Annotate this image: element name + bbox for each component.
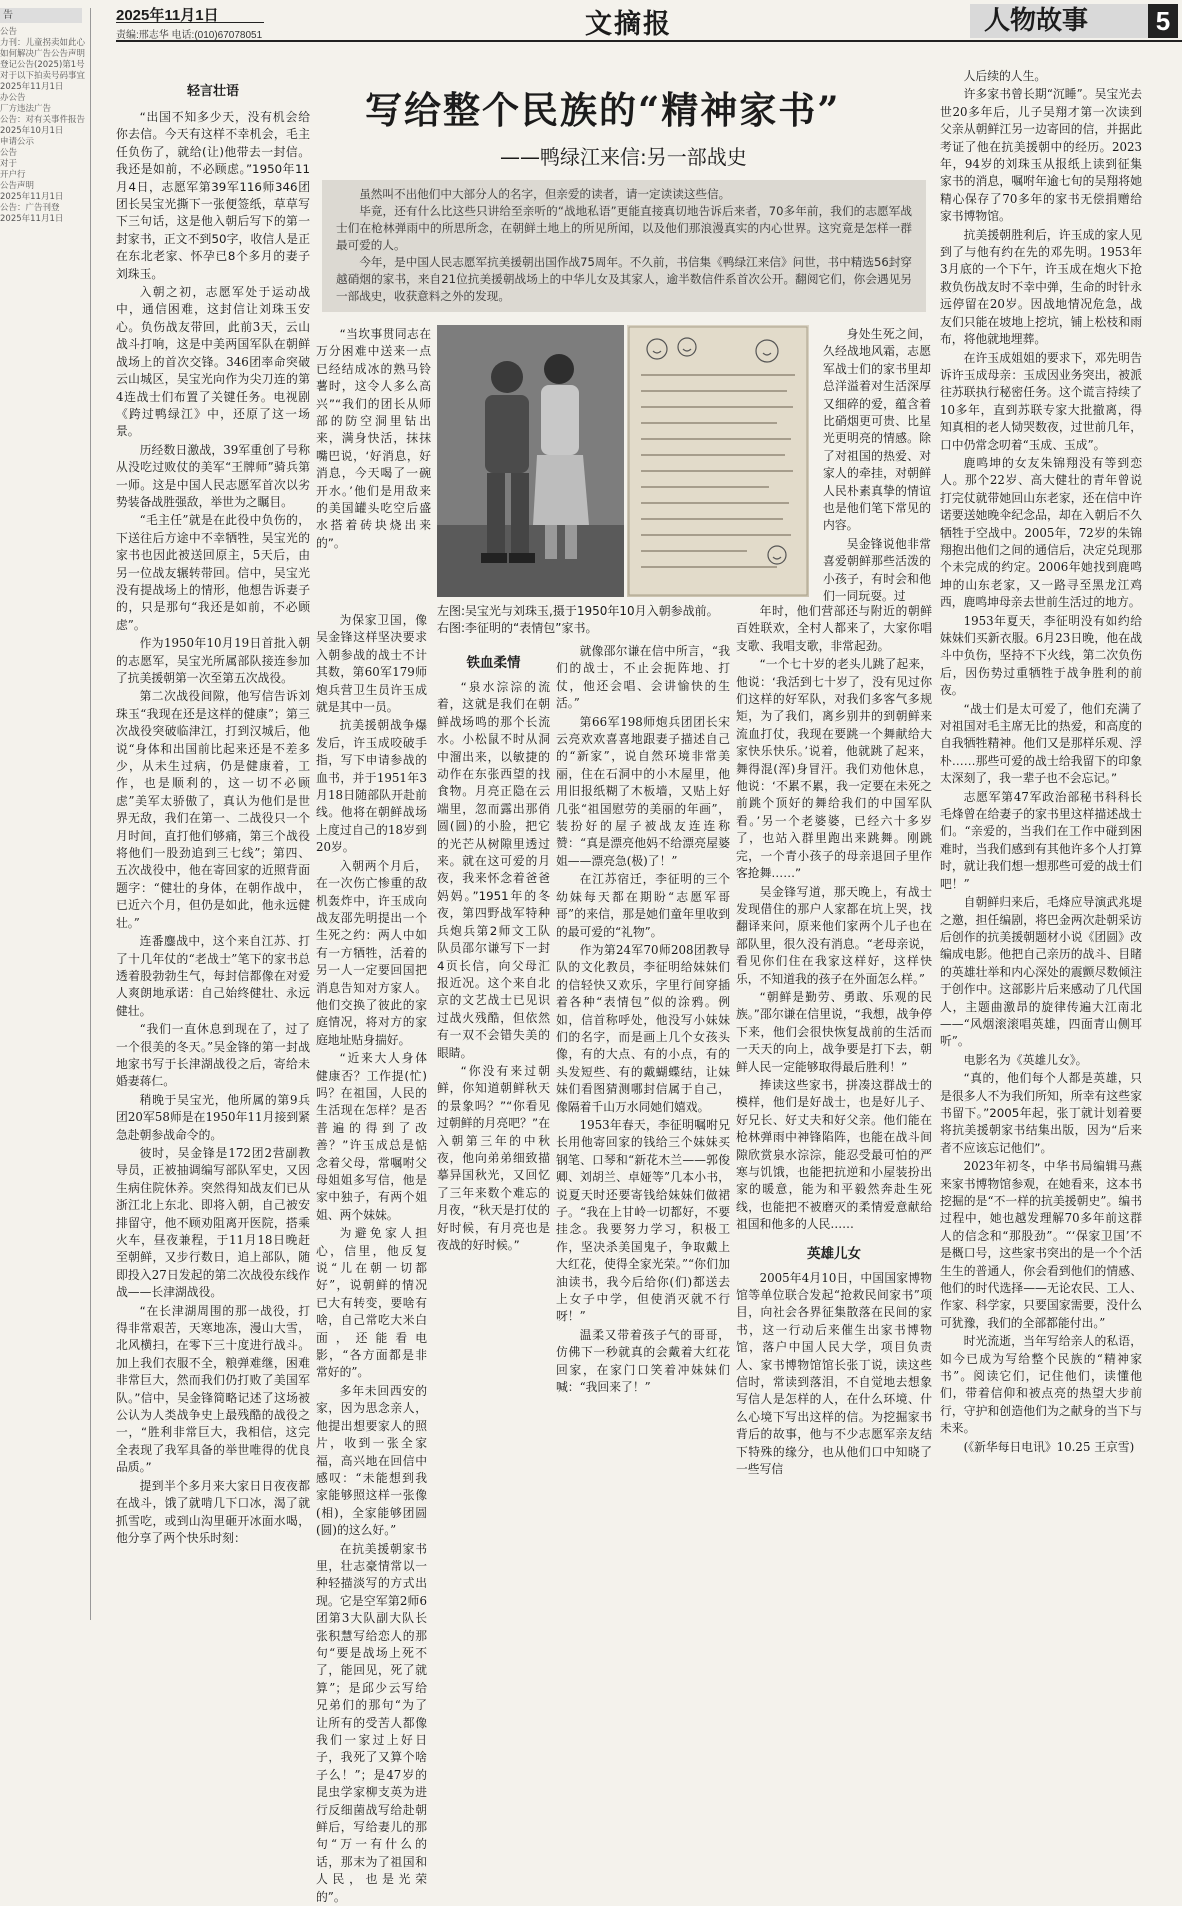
body-paragraph: 第66军198师炮兵团团长宋云亮欢欢喜喜地跟妻子描述自己的“新家”，说自然环境非常美丽，住在石洞中的小木屋里，他用旧报纸糊了木板墙，又贴上好几张“祖国慰劳的美丽的年画”，装扮好的屋子被战友连连称赞：“真是漂亮他妈不给漂亮屋婆姐——漂亮急(极)了！” [556,714,730,868]
body-paragraph: 吴金锋说他非常喜爱朝鲜那些活泼的小孩子，有时会和他们一同玩耍。过 [823,536,931,604]
article-headline: 写给整个民族的“精神家书” [365,88,841,132]
quoted-letter-paragraph: “真的，他们每个人都是英雄，只是很多人不为我们所知，所幸有这些家书留下。”2005年起，张丁就计划着要将抗美援朝家书结集出版，因为“后来者不应该忘记他们”。 [940,1071,1142,1155]
section-title: 人物故事 [970,4,1148,38]
deck-paragraph: 毕竟，还有什么比这些只讲给至亲听的“战地私语”更能直接真切地告诉后来者，70多年前，我们的志愿军战士们在枪林弹雨中的所思所念，在朝鲜土地上的所见所闻，以及他们那浪漫真实的内心世界。这究竟是怎样一群最可爱的人。 [336,204,912,252]
body-paragraph: (《新华每日电讯》10.25 王京雪) [963,1439,1135,1454]
paragraphs [556,643,730,1396]
body-paragraph: 入朝之初，志愿军处于运动战中，通信困难，这封信让刘珠玉安心。负伤战友带回，此前3天，云山战斗打响，这是中美两国军队在朝鲜战场上的首次交锋。346团率命突破云山城区，吴宝光向作为尖刀连的第4连战士们布置了关键任务。电视剧《跨过鸭绿江》中，还原了这一场景。 [116,285,310,439]
body-paragraph: 吴金锋写道，那天晚上，有战士发现借住的那户人家都在坑上哭，找翻译来问，原来他们家两个儿子也在部队里，很久没有消息。“老母亲说，看见你们住在我家这样好，这样快乐，不知道我的孩子在外面怎么样。” [736,884,932,986]
body-paragraph: 抗美援朝胜利后，许玉成的家人见到了与他有约在先的邓先明。1953年3月底的一个下午，许玉成在炮火下抢救负伤战友时不幸中弹，生命的时针永远停留在20岁。因战地情况危急，战友们只能在坡地上挖坑，铺上松枝和雨布，将他就地埋葬。 [940,227,1142,347]
body-paragraph: 彼时，吴金锋是172团2营副教导员，正被抽调编写部队军史，又因生病住院休养。突然得知战友们已从浙江北上东北、即将入朝，自己被安排留守，他不顾劝阻离开医院，搭乘火车，昼夜兼程，于11月18日晚赶至朝鲜，又步行数日，追上部队，随即投入27日发起的第二次战役东线作战——长津湖战役。 [116,1145,310,1300]
emoji-letter-illustration [627,325,809,597]
paragraphs [116,109,310,1547]
body-paragraph: 连番鏖战中，这个来自江苏、打了十几年仗的“老战士”笔下的家书总透着股勃勃生气，每封信都像在对爱人爽朗地承诺：自己始终健壮、永远健壮。 [116,934,310,1018]
quoted-letter-paragraph: “你没有来过朝鲜，你知道朝鲜秋天的景象吗？”“你看见过朝鲜的月亮吧？”在入朝第三年的中秋夜，他向弟弟细致描摹异国秋光，又回忆了三年来数个难忘的月夜，“秋天是打仗的好时候，有月亮也是夜战的好时候。” [437,1063,550,1252]
body-paragraph: 电影名为《英雄儿女》。 [963,1052,1088,1067]
body-paragraph: 入朝两个月后，在一次伤亡惨重的敌机轰炸中，许玉成向战友邵先明提出一个生死之约：两人中如有一方牺牲，活着的另一人一定要回国把消息告知对方家人。他们交换了彼此的家庭情况，将对方的家庭地址贴身揣好。 [316,858,427,1047]
body-paragraph: 身处生死之间，久经战地风霜，志愿军战士们的家书里却总洋溢着对生活深厚又细碎的爱，蕴含着比硝烟更可贵、比星光更明亮的情感。除了对祖国的热爱、对家人的牵挂，对朝鲜人民朴素真挚的情谊也是他们笔下常见的内容。 [823,327,931,533]
body-paragraph: 2005年4月10日，中国国家博物馆等单位联合发起“抢救民间家书”项目，向社会各界征集散落在民间的家书，这一行动后来催生出家书博物馆，落户中国人民大学，项目负责人、家书博物馆馆长张丁说，读这些信时，常读到落泪，不自觉地去想象写信人是怎样的人，在什么环境、什么心境下写出这样的信。为挖掘家书背后的故事，他与不少志愿军亲友结下特殊的缘分，也从他们口中知晓了一些写信 [736,1270,932,1477]
body-paragraph: 自朝鲜归来后，毛烽应导演武兆堤之邀，担任编剧，将巴金两次赴朝采访后创作的抗美援朝题材小说《团圆》改编成电影。他把自己亲历的战斗、目睹的英雄壮举和内心深处的震颤尽数倾注于创作中。这部影片后来感动了几代国人，主题曲激昂的旋律传遍大江南北——“风烟滚滚唱英雄，四面青山侧耳听”。 [940,895,1142,1049]
paragraphs [736,603,932,1479]
date-underline [116,22,264,23]
body-paragraph: 时光流逝，当年写给亲人的私语，如今已成为写给整个民族的“精神家书”。阅读它们，记住他们，读懂他们，带着信仰和被点亮的热望大步前行，守护和创造他们为之献身的当下与未来。 [940,1334,1142,1436]
quoted-letter-paragraph: “在长津湖周围的那一战役，打得非常艰苦，天寒地冻，漫山大雪，北风横扫，在零下三十度进行战斗。加上我们衣服不全，粮弹难继，困难非常巨大，然而我们仍打败了美国军队。”信中，吴金锋简略记述了这场被公认为人类战争史上最残酷的战役之一，“胜利非常巨大，我相信，这完全表现了我军具备的举世唯得的优良品质。” [116,1303,310,1475]
column-kicker: 轻言壮语 [186,84,239,99]
body-paragraph: “我们一直休息到现在了，过了一个很美的冬天。”吴金锋的第一封战地家书写于长津湖战役之后，寄给未婚妻蒋仁。 [116,1022,310,1089]
body-paragraph: 抗美援朝战争爆发后，许玉成咬破手指，写下申请参战的血书，并于1951年3月18日随部队开赴前线。他将在朝鲜战场上度过自己的18岁到20岁。 [316,718,427,855]
couple-photo [437,325,624,597]
column-intro [116,80,310,1620]
adjacent-page-strip [0,8,86,1620]
column-e-top [823,326,931,604]
body-paragraph: 就像邵尔谦在信中所言，“我们的战士，不止会扼阵地、打仗，他还会唱、会讲愉快的生活。” [556,644,730,711]
column-e [736,603,932,1620]
body-paragraph: 志愿军第47军政治部秘书科科长毛烽曾在给妻子的家书里这样描述战士们。“亲爱的，当我们在工作中碰到困难时，当我们感到有其他许多个人打算时，就让我们想一想那些可爱的战士们吧！” [940,789,1142,891]
deck-paragraph: 虽然叫不出他们中大部分人的名字，但亲爱的读者，请一定读读这些信。 [359,187,731,201]
article-deck [322,180,926,312]
body-paragraph: “毛主任”就是在此役中负伤的，下送往后方途中不幸牺牲，吴宝光的家书也因此被送回原主，5天后，由另一位战友辗转带回。信中，吴宝光没有提战场上的情形，他想告诉妻子的，只是那句“我还是如前，不必顾虑”。 [116,513,310,632]
paragraphs [316,612,427,1906]
header-rule [116,40,1182,42]
body-paragraph: 年时，他们营部还与附近的朝鲜百姓联欢，全村人都来了，大家你唱支歌、我唱支歌，非常起劲。 [736,604,932,653]
section-subhead: 铁血柔情 [466,655,521,671]
body-paragraph: 稍晚于吴宝光，他所属的第9兵团20军58师是在1950年11月接到紧急赴朝参战命令的。 [116,1092,310,1142]
body-paragraph: 捧读这些家书，拼凑这群战士的模样，他们是好战士，也是好儿子、好兄长、好丈夫和好父亲。他们能在枪林弹雨中神锋陷阵，也能在战斗间隙欣赏泉水淙淙，能忍受最可怕的严寒与饥饿，也能把抗逆和小屋装扮出家的暖意，能为和平毅然奔赴生死线，也能把不被磨灭的柔情爱意献给祖国和他多的人民…… [736,1077,932,1232]
body-paragraph: 鹿鸣坤的女友朱锦翔没有等到恋人。那个22岁、高大健壮的青年曾说打完仗就带她回山东老家，还在信中许诺要送她晚伞纪念品，却在入朝后不久牺牲于空战中。2005年，72岁的朱锦翔抱出他们之间的通信后，决定兑现那个未完成的约定。2006年她找到鹿鸣坤的山东老家，又一路寻至黑龙江鸡西，鹿鸣坤母亲去世前生活过的地方。 [940,455,1142,610]
column-d [556,643,730,1620]
body-paragraph: 提到半个多月来大家日日夜夜都在战斗，饿了就啃几下口冰，渴了就抓雪吃，或到山沟里砸开冰面水喝，他分享了两个快乐时刻： [116,1478,310,1545]
section-subhead: 英雄儿女 [807,1245,861,1262]
issue-date: 2025年11月1日 [116,7,219,24]
caption-left: 左图:吴宝光与刘珠玉,摄于1950年10月入朝参战前。 [437,604,719,618]
quoted-letter-paragraph: “战士们是太可爱了，他们充满了对祖国对毛主席无比的热爱，和高度的自我牺牲精神。他们又是那样乐观、浮朴……那些可爱的战士给我留下的印象太深刻了，我一辈子也不会忘记。” [940,701,1142,786]
quoted-letter-paragraph: “当坎事贯同志在万分困难中送来一点已经结成冰的熟马铃薯时，这令人多么高兴”“我们的团长从师部的防空洞里钻出来，满身快活，抹抹嘴巴说，‘好消息，好消息，今天喝了一碗开水。’他们是用敌来的美国罐头吃空后盛水搭着砖块烧出来的”。 [316,327,431,550]
column-c [437,643,550,1620]
emoji-letter-photo [627,325,809,597]
article-subtitle: ——鸭绿江来信:另一部战史 [500,145,747,169]
paragraphs [940,68,1142,1456]
column-b-top [316,326,431,608]
body-paragraph: 作为第24军70师208团教导队的文化教员，李征明给妹妹们的信轻快又欢乐，字里行间穿插着各种“表情包”似的涂鸦。例如，信首称呼处，他没写小妹妹们的名字，而是画上几个女孩头像，有的大点、有的小点，有的头发短些、有的戴蝴蝶结，让妹妹们看图猜测哪封信属于自己，像隔着千山万水同她们嬉戏。 [556,942,730,1114]
body-paragraph: 作为1950年10月19日首批入朝的志愿军，吴宝光所属部队接连参加了抗美援朝第一次至第五次战役。 [116,636,310,685]
body-paragraph: 1953年夏天，李征明没有如约给妹妹们买新衣服。6月23日晚，他在战斗中负伤，坚持不下火线，第二次负伤后，因伤势过重牺牲于战争胜利的前夜。 [940,613,1142,698]
column-b [316,612,427,1904]
caption-right: 右图:李征明的“表情包”家书。 [437,621,598,635]
body-paragraph: 为保家卫国，像吴金锋这样坚决要求入朝参战的战士不计其数，第60军179师炮兵营卫生员许玉成就是其中一员。 [316,613,427,715]
body-paragraph: 在江苏宿迁，李征明的三个幼妹每天都在期盼“志愿军哥哥”的来信，那是她们童年里收到的最可爱的“礼物”。 [556,872,730,939]
quoted-letter-paragraph: “一个七十岁的老头儿跳了起来，他说：‘我活到七十岁了，没有见过你们这样的好军队，对我们多客气多规矩，为了我们，离乡别井的到朝鲜来流血打仗，我现在要跳一个舞献给大家快乐快乐。’说着，他就跳了起来，舞得混(浑)身冒汗。我们劝他休息，他说：‘不累不累，我一定要在未死之前跳个顶好的舞给我们的中国军队看。’另一个老婆婆，已经六十多岁了，也站入群里跑出来跳舞。刚跳完，一个青小孩子的母亲退回子里作客抢舞……” [736,657,932,881]
editor-line: 责编:邢志华 电话:(010)67078051 [116,30,263,41]
couple-photo-illustration [437,325,624,597]
body-paragraph: 历经数日激战，39军重创了号称从没吃过败仗的美军“王牌师”骑兵第一师。这是中国人民志愿军首次以劣势装备战胜强敌，举世为之瞩目。 [116,442,310,509]
paragraphs [316,326,431,552]
gutter-tab: 告 [0,8,82,23]
page-number: 5 [1148,4,1178,38]
body-paragraph: 为避免家人担心，信里，他反复说“儿在朝一切都好”，说朝鲜的情况已大有转变，要啥有啥，自己常吃大米白面，还能看电影，“各方面都是非常好的”。 [316,1226,427,1380]
body-paragraph: 2023年初冬，中华书局编辑马燕来家书博物馆参观，在她看来，这本书挖掘的是“不一样的抗美援朝史”。编书过程中，她也越发理解70多年前这群人的信念和“那股劲”。“‘保家卫国’不是概口号，这些家书突出的是一个个活生生的普通人，你会看到他们的情感、他们的时代选择——无论农民、工人、作家、科学家，只要国家需要，没什么可犹豫，我们的全部都能付出。” [940,1159,1142,1330]
deck-paragraph: 今年，是中国人民志愿军抗美援朝出国作战75周年。不久前，书信集《鸭绿江来信》问世，书中精选56封穿越硝烟的家书，来自21位抗美援朝战场上的中华儿女及其家人，逾半数信件系首次公开。翻阅它们，你会遇见另一部战史，收获意料之外的发现。 [336,255,912,303]
column-f [940,68,1142,1620]
quoted-letter-paragraph: “出国不知多少天，没有机会给你去信。今天有这样不幸机会，毛主任负伤了，就给(让)他带去一封信。我还是如前，不必顾虑。”1950年11月4日，志愿军第39军116师346团团长吴宝光撕下一张便签纸，草草写下三句话，这是他入朝后写下的第一封家书，正文不到50字，收信人是正在东北老家、怀孕已8个多月的妻子刘珠玉。 [116,110,310,281]
gutter-divider [90,8,91,1620]
body-paragraph: 温柔又带着孩子气的哥哥，仿佛下一秒就真的会戴着大红花回家，在家门口笑着冲妹妹们喊：“我回来了！” [556,1327,730,1395]
body-paragraph: 许多家书曾长期“沉睡”。吴宝光去世20多年后，儿子吴翔才第一次读到父亲从朝鲜江另一边寄回的信，并据此考证了他在抗美援朝中的经历。2023年，94岁的刘珠玉从报纸上读到征集家书的消息，嘱咐年逾七旬的吴翔将她精心保存了70多年的家书无偿捐赠给家书博物馆。 [940,87,1142,224]
body-paragraph: 人后续的人生。 [963,69,1047,83]
masthead-logo: 文摘报 [585,9,672,40]
body-paragraph: 第二次战役间隙，他写信告诉刘珠玉“我现在还是这样的健康”；第三次战役突破临津江，打到汉城后，他说“身体和出国前比起来还是不差多少，从未生过病，仍是健康着，工作，也是顺利的，这一切不必顾虑”美军太骄傲了，真认为他们是世界无敌，我们在第一、二战役只一个月时间，直打他们够痛，第三个战役将他们一股劲追到三七线”；第四、五次战役中，他在寄回家的近照背面题字：“健壮的身体，在朝作战中，已近六个月，但仍是如此，他永远健壮。” [116,689,310,930]
quoted-letter-paragraph: “朝鲜是勤劳、勇敢、乐观的民族。”邵尔谦在信里说，“我想，战争停下来，他们会很快恢复战前的生活而一天天的向上，战争要是打下去，朝鲜人民一定能够取得最后胜利！” [736,989,932,1074]
paragraphs [437,651,550,1254]
gutter-text: 公告 力刊：儿童拐卖如此心如何解决广告公告声明 登记公告(2025)第1号对于以下拍卖号码事宜 2025年11月1日 办公告 厂方违法广告 公告：对有关事件报告 2025年10月1日 申请公示 公告 对于 开户行 公告声明 2025年11月1日 公告：广告刊登 2025年11月1日 [0,27,86,224]
paragraphs [823,326,931,606]
quoted-letter-paragraph: “泉水淙淙的流着，这就是我们在朝鲜战场鸣的那个长流水。小松鼠不时从洞中溜出来，以敏捷的动作在东张西望的找食物。月亮正隐在云端里，忽而露出那俏圆(圆)的小脸，把它的光芒从树隙里透过来。就在这可爱的月夜，我来怀念着爸爸妈妈。”1951年的冬夜，第四野战军特种兵炮兵第2师文工队队员邵尔谦写下一封4页长信，向父母汇报近况。这个来自北京的文艺战士已见识过战火残酷，但依然有一双不会错失美的眼睛。 [437,680,550,1060]
body-paragraph: 多年未回西安的家，因为思念亲人，他提出想要家人的照片，收到一张全家福，高兴地在回信中感叹：“未能想到我家能够照这样一张像(相)，全家能够团圆(圆)的这么好。” [316,1383,427,1538]
quoted-letter-paragraph: “近来大人身体健康否？工作提(忙)吗？在祖国，人民的生活现在怎样？是否普遍的得到了改善？”许玉成总是惦念着父母，常嘱咐父母姐姐多写信，他是家中独子，有两个姐姐、两个妹妹。 [316,1051,427,1222]
body-paragraph: 在许玉成姐姐的要求下，邓先明告诉许玉成母亲：玉成因业务突出，被派往苏联执行秘密任务。这个谎言持续了10多年，直到苏联专家大批撤离，得知真相的老人恸哭数夜，过世前几年，口中仍常念叨着“玉成、玉成”。 [940,350,1142,452]
body-paragraph: 在抗美援朝家书里，壮志豪情常以一种轻描淡写的方式出现。它是空军第2师6团第3大队副大队长张积慧写给恋人的那句“要是战场上死不了，能回见，死了就算”；是邱少云写给兄弟们的那句“为了让所有的受苦人都像我们一家过上好日子，我死了又算个啥子么！”；是47岁的昆虫学家柳支英为进行反细菌战写给赴朝鲜后，写给妻儿的那句“万一有什么的话，那末为了祖国和人民，也是光荣的”。 [316,1541,427,1904]
body-paragraph: 1953年春天，李征明嘱咐兄长用他寄回家的钱给三个妹妹买钢笔、口琴和“新花木兰——郭俊卿、刘胡兰、卓娅等”几本小书，说夏天时还要寄钱给妹妹们做裙子。“我在上甘岭一切都好，不要挂念。我要努力学习，积极工作，坚决杀美国鬼子，争取戴上大红花，使得全家光荣。”“你们加油读书，我今后给你(们)都送去上女子中学，但使消灭就不行呀！” [556,1117,730,1324]
